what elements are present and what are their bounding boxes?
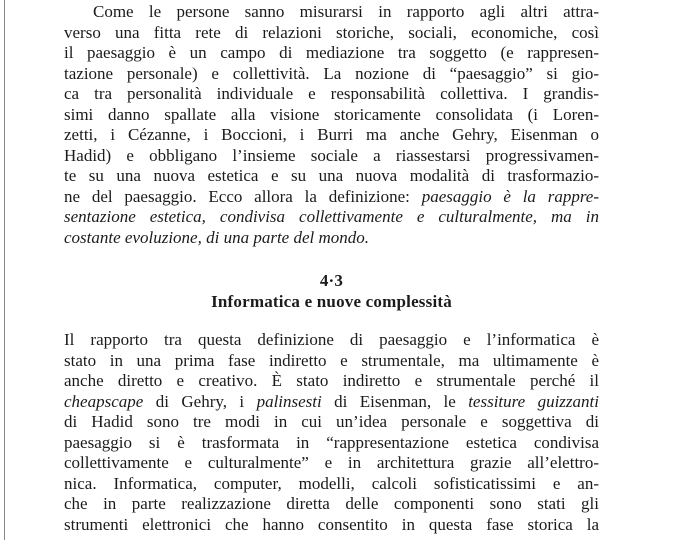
text-line: cheapscape di Gehry, i palinsesti di Eisenman, le tessiture guizzanti: [64, 391, 599, 411]
text-line: verso una fitta rete di relazioni storiche, sociali, economiche, così: [64, 22, 599, 42]
paragraph-1: [64, 2, 599, 248]
text-line: di Hadid sono tre modi in cui un’idea personale e soggettiva di: [64, 412, 599, 431]
text-line: ne del paesaggio. Ecco allora la definizione: paesaggio è la rappre-: [64, 186, 600, 206]
paragraph-2: [64, 330, 599, 535]
text-line: simi danno spallate alla visione storicamente consolidata (i Loren-: [64, 104, 599, 124]
text-line: Come le persone sanno misurarsi in rapporto agli altri attra-: [93, 2, 599, 21]
text-line: Hadid) e obbligano l’insieme sociale a riassestarsi progressivamen-: [64, 145, 599, 165]
text-line: stato in una prima fase indiretto e strumentale, ma ultimamente è: [64, 350, 599, 370]
text-line: te su una nuova estetica e su una nuova modalità di trasformazio-: [64, 166, 599, 185]
section-heading: [64, 271, 599, 312]
text-line: sentazione estetica, condivisa collettivamente e culturalmente, ma in: [64, 207, 599, 226]
text-line: Il rapporto tra questa definizione di paesaggio e l’informatica è: [64, 330, 599, 349]
text-line: strumenti elettronici che hanno consentito in questa fase storica la: [64, 514, 599, 534]
page-text-column: [64, 2, 599, 535]
section-title: Informatica e nuove complessità: [211, 291, 452, 311]
text-line: zetti, i Cézanne, i Boccioni, i Burri ma anche Gehry, Eisenman o: [64, 125, 599, 144]
section-number: 4·3: [319, 271, 344, 290]
text-line: collettivamente e culturalmente” e in architettura grazie all’elettro-: [64, 453, 599, 472]
text-line: anche diretto e creativo. È stato indiretto e strumentale perché il: [64, 371, 599, 390]
text-line: il paesaggio è un campo di mediazione tra soggetto (e rappresen-: [64, 43, 599, 62]
text-line: tazione personale) e collettività. La nozione di “paesaggio” si gio-: [64, 63, 599, 83]
text-line: nica. Informatica, computer, modelli, calcoli sofisticatissimi e an-: [64, 473, 599, 493]
text-line: che in parte realizzazione diretta delle componenti sono stati gli: [64, 494, 599, 513]
text-line: ca tra personalità individuale e responsabilità collettiva. I grandis-: [64, 84, 599, 103]
text-line: costante evoluzione, di una parte del mondo.: [64, 227, 370, 247]
text-line: paesaggio si è trasformata in “rappresentazione estetica condivisa: [64, 432, 599, 452]
page-edge-rule: [4, 0, 5, 540]
